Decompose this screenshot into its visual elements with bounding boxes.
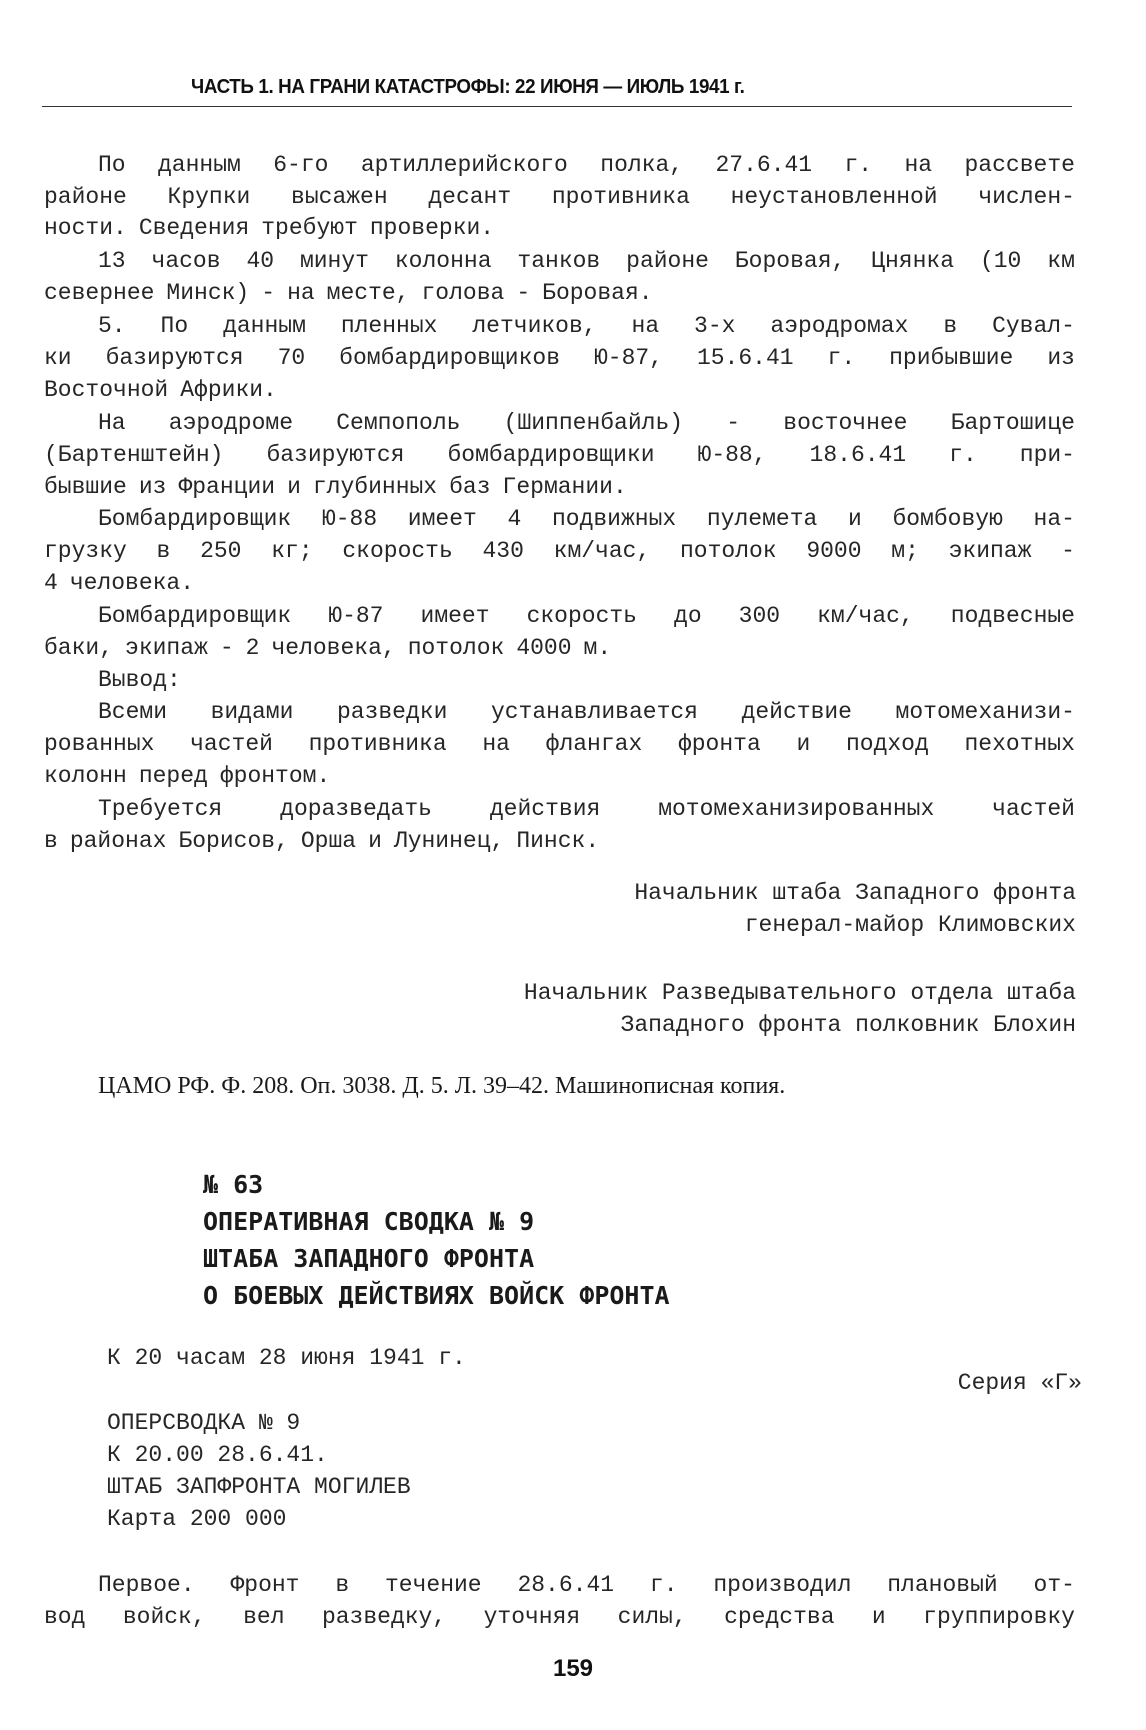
word: 28.6.41 bbox=[517, 1572, 615, 1598]
word: км bbox=[1047, 248, 1075, 274]
word: экипаж bbox=[125, 635, 208, 661]
word: м; bbox=[891, 538, 919, 564]
word: на bbox=[904, 152, 933, 178]
opersvodka-header-line: ОПЕРСВОДКА № 9 bbox=[107, 1410, 301, 1436]
word: ности. bbox=[44, 215, 127, 241]
word: Ю-87 bbox=[328, 603, 384, 629]
word: часов bbox=[151, 248, 221, 274]
word: Ю-88, bbox=[697, 442, 767, 468]
text-line bbox=[98, 506, 1075, 532]
text-line bbox=[44, 345, 1075, 371]
word: средства bbox=[724, 1604, 835, 1630]
signature-chief-name: генерал-майор Климовских bbox=[744, 912, 1076, 938]
word: производил bbox=[713, 1572, 852, 1598]
word: севернее bbox=[44, 280, 155, 306]
word: 300 bbox=[738, 603, 781, 629]
word: Цнянка bbox=[871, 248, 955, 274]
word: На bbox=[98, 410, 126, 436]
word: 15.6.41 bbox=[696, 345, 794, 371]
word: данным bbox=[223, 313, 306, 339]
text-line bbox=[44, 538, 1075, 564]
signature-intel-name: Западного фронта полковник Блохин bbox=[620, 1012, 1076, 1038]
word: бывшие bbox=[44, 474, 127, 500]
text-line bbox=[98, 667, 1075, 693]
word: силы, bbox=[617, 1604, 687, 1630]
word: баз bbox=[449, 474, 491, 500]
document-title-line-1: ОПЕРАТИВНАЯ СВОДКА № 9 bbox=[203, 1207, 535, 1236]
text-line bbox=[44, 570, 1075, 596]
word: км/час, bbox=[817, 603, 914, 629]
word: перед bbox=[138, 763, 208, 789]
word: колонна bbox=[394, 248, 492, 274]
document-title-line-3: О БОЕВЫХ ДЕЙСТВИЯХ ВОЙСК ФРОНТА bbox=[203, 1281, 670, 1310]
word: - bbox=[516, 280, 531, 306]
word: - bbox=[726, 410, 741, 436]
word: 70 bbox=[277, 345, 306, 371]
word: баки, bbox=[44, 635, 114, 661]
text-line bbox=[44, 828, 1075, 854]
word: пулемета bbox=[706, 506, 818, 532]
word: По bbox=[98, 152, 126, 178]
word: танков bbox=[517, 248, 601, 274]
text-line bbox=[44, 280, 1075, 306]
word: Минск) bbox=[166, 280, 250, 306]
word: По bbox=[160, 313, 189, 339]
word: бомбардировщиков bbox=[339, 345, 560, 371]
word: восточнее bbox=[783, 410, 908, 436]
word: пленных bbox=[340, 313, 438, 339]
word: км/час, bbox=[553, 538, 651, 564]
word: разведку, bbox=[321, 1604, 447, 1630]
word: до bbox=[674, 603, 702, 629]
running-head: ЧАСТЬ 1. НА ГРАНИ КАТАСТРОФЫ: 22 ИЮНЯ — ИЮЛЬ 1941 г. bbox=[191, 76, 745, 98]
word: Семпополь bbox=[336, 410, 461, 436]
word: потолок bbox=[407, 635, 505, 661]
text-line bbox=[44, 1604, 1075, 1630]
word: и bbox=[796, 731, 811, 757]
word: плановый bbox=[887, 1572, 998, 1598]
word: подвижных bbox=[551, 506, 677, 532]
word: Лунинец, bbox=[393, 828, 505, 854]
word: аэродроме bbox=[168, 410, 294, 436]
word: частей bbox=[190, 731, 273, 757]
text-line bbox=[44, 763, 1075, 789]
word: на bbox=[482, 731, 510, 757]
word: и bbox=[287, 474, 301, 500]
header-rule bbox=[42, 106, 1072, 107]
word: г. bbox=[949, 442, 977, 468]
word: устанавливается bbox=[490, 699, 698, 725]
word: м. bbox=[583, 635, 612, 661]
text-line bbox=[98, 248, 1075, 274]
word: Борисов, bbox=[178, 828, 289, 854]
word: данным bbox=[158, 152, 241, 178]
text-line bbox=[44, 635, 1075, 661]
word: и bbox=[871, 1604, 886, 1630]
word: в bbox=[156, 538, 171, 564]
word: требуют bbox=[261, 215, 358, 241]
word: в bbox=[44, 828, 58, 854]
word: (Шиппенбайль) bbox=[503, 410, 684, 436]
word: Ю-88 bbox=[321, 506, 378, 532]
word: 4 bbox=[507, 506, 522, 532]
word: 5. bbox=[98, 313, 126, 339]
text-line bbox=[44, 442, 1075, 468]
word: из bbox=[1047, 345, 1075, 371]
word: полка, bbox=[600, 152, 684, 178]
word: подход bbox=[845, 731, 929, 757]
word: из bbox=[138, 474, 167, 500]
text-line bbox=[98, 410, 1075, 436]
word: действие bbox=[741, 699, 852, 725]
word: г. bbox=[827, 345, 856, 371]
word: (Бартенштейн) bbox=[44, 442, 224, 468]
word: видами bbox=[210, 699, 294, 725]
word: действия bbox=[489, 796, 601, 822]
text-line bbox=[98, 603, 1075, 629]
word: 2 bbox=[245, 635, 260, 661]
word: Требуется bbox=[98, 796, 223, 822]
word: аэродромах bbox=[770, 313, 909, 339]
word: ки bbox=[44, 345, 72, 371]
word: в bbox=[943, 313, 958, 339]
word: на- bbox=[1033, 506, 1075, 532]
word: скорость bbox=[342, 538, 453, 564]
word: на bbox=[287, 280, 315, 306]
word: 9000 bbox=[806, 538, 862, 564]
word: кг; bbox=[271, 538, 313, 564]
word: 3-х bbox=[694, 313, 736, 339]
word: фронта bbox=[677, 731, 761, 757]
word: уточняя bbox=[483, 1604, 581, 1630]
word: Ю-87, bbox=[593, 345, 663, 371]
word: г. bbox=[844, 152, 873, 178]
signature-chief-title: Начальник штаба Западного фронта bbox=[634, 880, 1076, 906]
word: Бомбардировщик bbox=[98, 603, 292, 629]
word: войск, bbox=[122, 1604, 206, 1630]
word: минут bbox=[299, 248, 369, 274]
word: Бомбардировщик bbox=[98, 506, 292, 532]
opersvodka-header-line: ШТАБ ЗАПФРОНТА МОГИЛЕВ bbox=[107, 1474, 411, 1500]
word: 40 bbox=[246, 248, 275, 274]
word: районе bbox=[626, 248, 709, 274]
word: числен- bbox=[978, 184, 1075, 210]
archive-source-note: ЦАМО РФ. Ф. 208. Оп. 3038. Д. 5. Л. 39–42. Машинописная копия. bbox=[98, 1073, 786, 1099]
word: экипаж bbox=[948, 538, 1032, 564]
word: голова bbox=[421, 280, 505, 306]
word: десант bbox=[428, 184, 512, 210]
word: противника bbox=[551, 184, 690, 210]
word: артиллерийского bbox=[360, 152, 568, 178]
opersvodka-header-line: К 20.00 28.6.41. bbox=[107, 1442, 328, 1468]
word: (10 bbox=[979, 248, 1022, 274]
word: имеет bbox=[407, 506, 477, 532]
word: месте, bbox=[326, 280, 410, 306]
word: районах bbox=[69, 828, 167, 854]
word: Бартошице bbox=[950, 410, 1075, 436]
word: Боровая. bbox=[542, 280, 653, 306]
word: флангах bbox=[545, 731, 643, 757]
word: и bbox=[847, 506, 862, 532]
word: противника bbox=[308, 731, 447, 757]
word: мотомеханизированных bbox=[658, 796, 935, 822]
word: потолок bbox=[679, 538, 777, 564]
word: Фронт bbox=[230, 1572, 300, 1598]
word: проверки. bbox=[369, 215, 495, 241]
word: 18.6.41 bbox=[809, 442, 907, 468]
word: высажен bbox=[291, 184, 388, 210]
word: - bbox=[261, 280, 276, 306]
word: 250 bbox=[200, 538, 242, 564]
word: вел bbox=[243, 1604, 285, 1630]
word: подвесные bbox=[950, 603, 1075, 629]
document-series: Серия «Г» bbox=[957, 1370, 1082, 1396]
word: человека. bbox=[69, 570, 195, 596]
word: течение bbox=[384, 1572, 482, 1598]
word: колонн bbox=[44, 763, 127, 789]
text-line bbox=[98, 313, 1075, 339]
word: в bbox=[335, 1572, 350, 1598]
word: имеет bbox=[420, 603, 490, 629]
word: рассвете bbox=[964, 152, 1075, 178]
word: базируются bbox=[266, 442, 405, 468]
word: Пинск. bbox=[516, 828, 600, 854]
word: 430 bbox=[482, 538, 524, 564]
text-line bbox=[44, 731, 1075, 757]
word: - bbox=[1061, 538, 1075, 564]
text-line bbox=[98, 796, 1075, 822]
word: и bbox=[368, 828, 382, 854]
word: базируются bbox=[105, 345, 244, 371]
word: глубинных bbox=[312, 474, 438, 500]
word: районе bbox=[44, 184, 127, 210]
word: доразведать bbox=[280, 796, 432, 822]
word: от- bbox=[1033, 1572, 1075, 1598]
word: Восточной bbox=[44, 377, 169, 403]
word: 4 bbox=[44, 570, 58, 596]
text-line bbox=[98, 1572, 1075, 1598]
word: скорость bbox=[526, 603, 637, 629]
word: грузку bbox=[44, 538, 127, 564]
word: Вывод: bbox=[98, 667, 181, 693]
word: 27.6.41 bbox=[715, 152, 813, 178]
word: прибывшие bbox=[889, 345, 1014, 371]
word: Африки. bbox=[180, 377, 277, 403]
word: Крупки bbox=[167, 184, 251, 210]
word: при- bbox=[1019, 442, 1075, 468]
word: Сувал- bbox=[992, 313, 1075, 339]
text-line bbox=[44, 215, 1075, 241]
word: 6-го bbox=[273, 152, 329, 178]
text-line bbox=[44, 184, 1075, 210]
word: - bbox=[219, 635, 234, 661]
page-number: 159 bbox=[552, 1655, 594, 1682]
word: фронтом. bbox=[219, 763, 331, 789]
document-date: К 20 часам 28 июня 1941 г. bbox=[107, 1345, 466, 1371]
word: 13 bbox=[98, 248, 126, 274]
word: Боровая, bbox=[734, 248, 846, 274]
word: бомбовую bbox=[892, 506, 1003, 532]
word: группировку bbox=[923, 1604, 1075, 1630]
word: Первое. bbox=[98, 1572, 195, 1598]
document-title-line-2: ШТАБА ЗАПАДНОГО ФРОНТА bbox=[203, 1244, 535, 1273]
word: Франции bbox=[178, 474, 276, 500]
document-number: № 63 bbox=[203, 1170, 264, 1199]
word: на bbox=[631, 313, 660, 339]
word: разведки bbox=[336, 699, 448, 725]
word: вод bbox=[44, 1604, 86, 1630]
text-line bbox=[44, 474, 1075, 500]
word: пехотных bbox=[964, 731, 1075, 757]
signature-intel-title: Начальник Разведывательного отдела штаба bbox=[523, 980, 1076, 1006]
word: Всеми bbox=[98, 699, 168, 725]
word: летчиков, bbox=[472, 313, 597, 339]
word: бомбардировщики bbox=[447, 442, 655, 468]
word: неустановленной bbox=[730, 184, 938, 210]
opersvodka-header-line: Карта 200 000 bbox=[107, 1506, 287, 1532]
word: человека, bbox=[271, 635, 396, 661]
word: Сведения bbox=[138, 215, 250, 241]
word: частей bbox=[992, 796, 1075, 822]
word: 4000 bbox=[516, 635, 572, 661]
word: г. bbox=[649, 1572, 678, 1598]
text-line bbox=[98, 152, 1075, 178]
word: Германии. bbox=[502, 474, 627, 500]
word: Орша bbox=[300, 828, 357, 854]
word: рованных bbox=[44, 731, 155, 757]
word: мотомеханизи- bbox=[895, 699, 1075, 725]
text-line bbox=[98, 699, 1075, 725]
text-line bbox=[44, 377, 1075, 403]
